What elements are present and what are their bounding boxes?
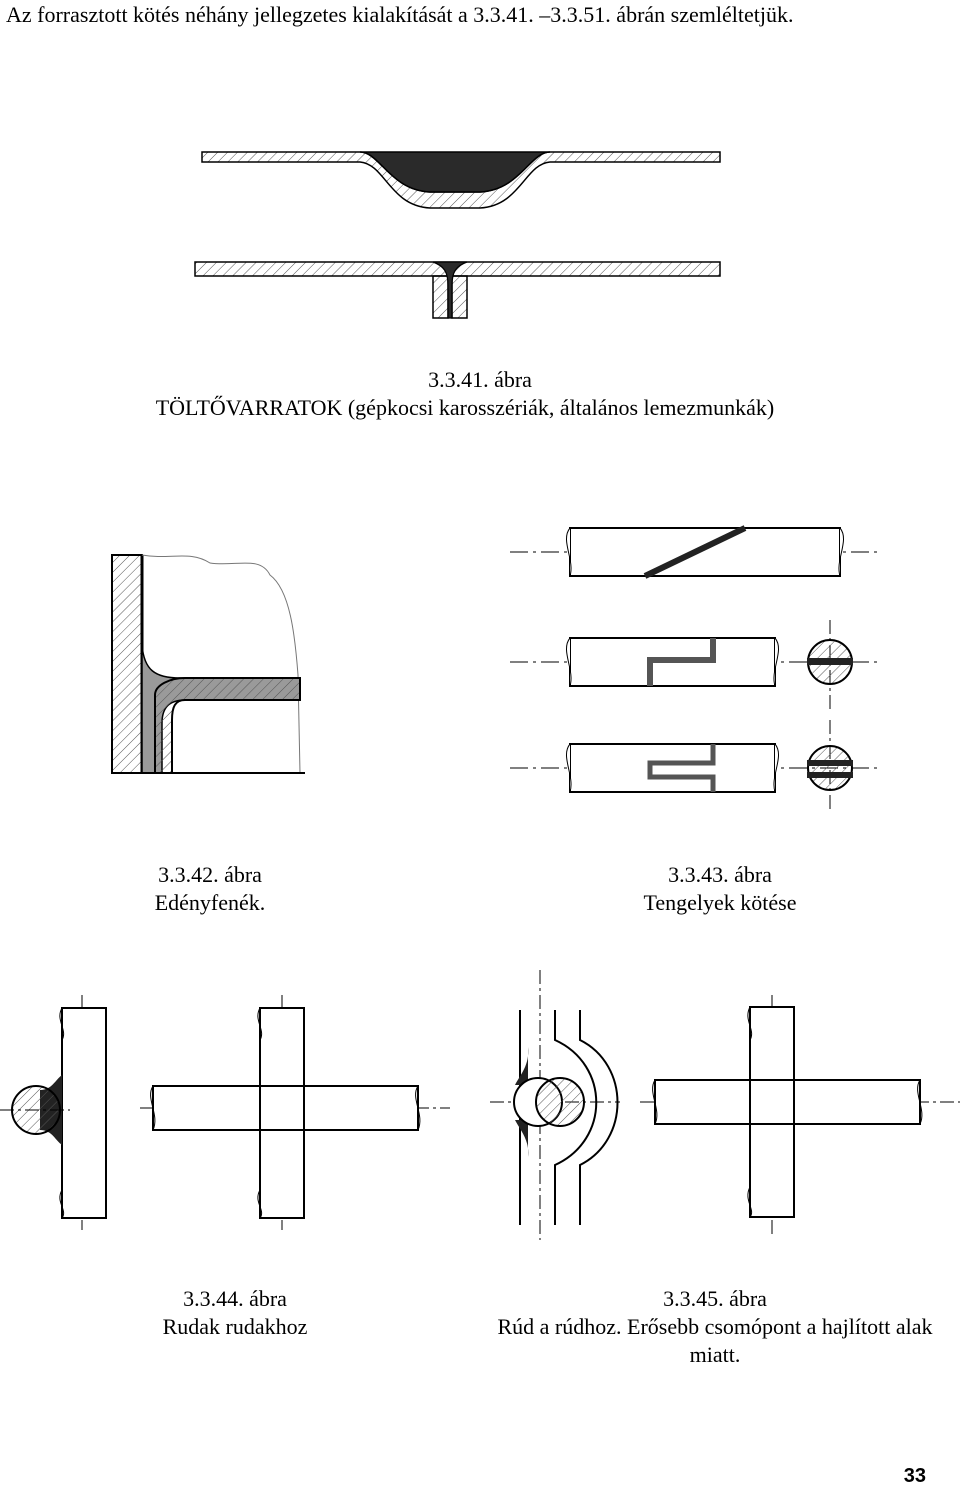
vessel-wall: [112, 555, 142, 773]
fig43-caption: Tengelyek kötése: [643, 890, 797, 915]
lower-t-joint: [195, 262, 720, 318]
fig45-caption-line2: miatt.: [689, 1342, 741, 1367]
round-rod-to-rod: [0, 995, 106, 1230]
bent-rod-joint: [490, 970, 620, 1240]
shaft-cross-section-1: [807, 620, 853, 710]
fig45-number: 3.3.45. ábra: [663, 1286, 767, 1311]
shaft-diagonal-joint: [510, 528, 880, 576]
fig44-caption: Rudak rudakhoz: [162, 1314, 308, 1339]
upper-sheet-joint: [202, 152, 720, 208]
figure-3-3-41-drawing: [190, 140, 730, 325]
figure-3-3-43-drawing: [500, 520, 890, 820]
figure-3-3-44-drawing: [0, 990, 450, 1230]
fig41-number: 3.3.41. ábra: [428, 367, 532, 392]
vessel-bottom: [142, 645, 305, 773]
cross-rods: [140, 995, 450, 1230]
figure-3-3-45-drawing: [490, 965, 960, 1240]
fig45-caption-line1: Rúd a rúdhoz. Erősebb csomópont a hajlított alak: [497, 1314, 933, 1339]
fig44-number: 3.3.44. ábra: [183, 1286, 287, 1311]
fig42-caption: Edényfenék.: [154, 890, 266, 915]
intro-text: Az forrasztott kötés néhány jellegzetes kialakítását a 3.3.41. –3.3.51. ábrán szemléltetjük.: [6, 2, 794, 27]
fig42-number: 3.3.42. ábra: [158, 862, 262, 887]
fig41-caption: TÖLTŐVARRATOK (gépkocsi karosszériák, általános lemezmunkák): [155, 395, 775, 420]
fig43-number: 3.3.43. ábra: [668, 862, 772, 887]
page-number: 33: [903, 1465, 926, 1487]
cross-rods-2: [640, 995, 960, 1235]
figure-3-3-42-drawing: [100, 545, 310, 785]
shaft-cross-section-2: [807, 720, 853, 810]
